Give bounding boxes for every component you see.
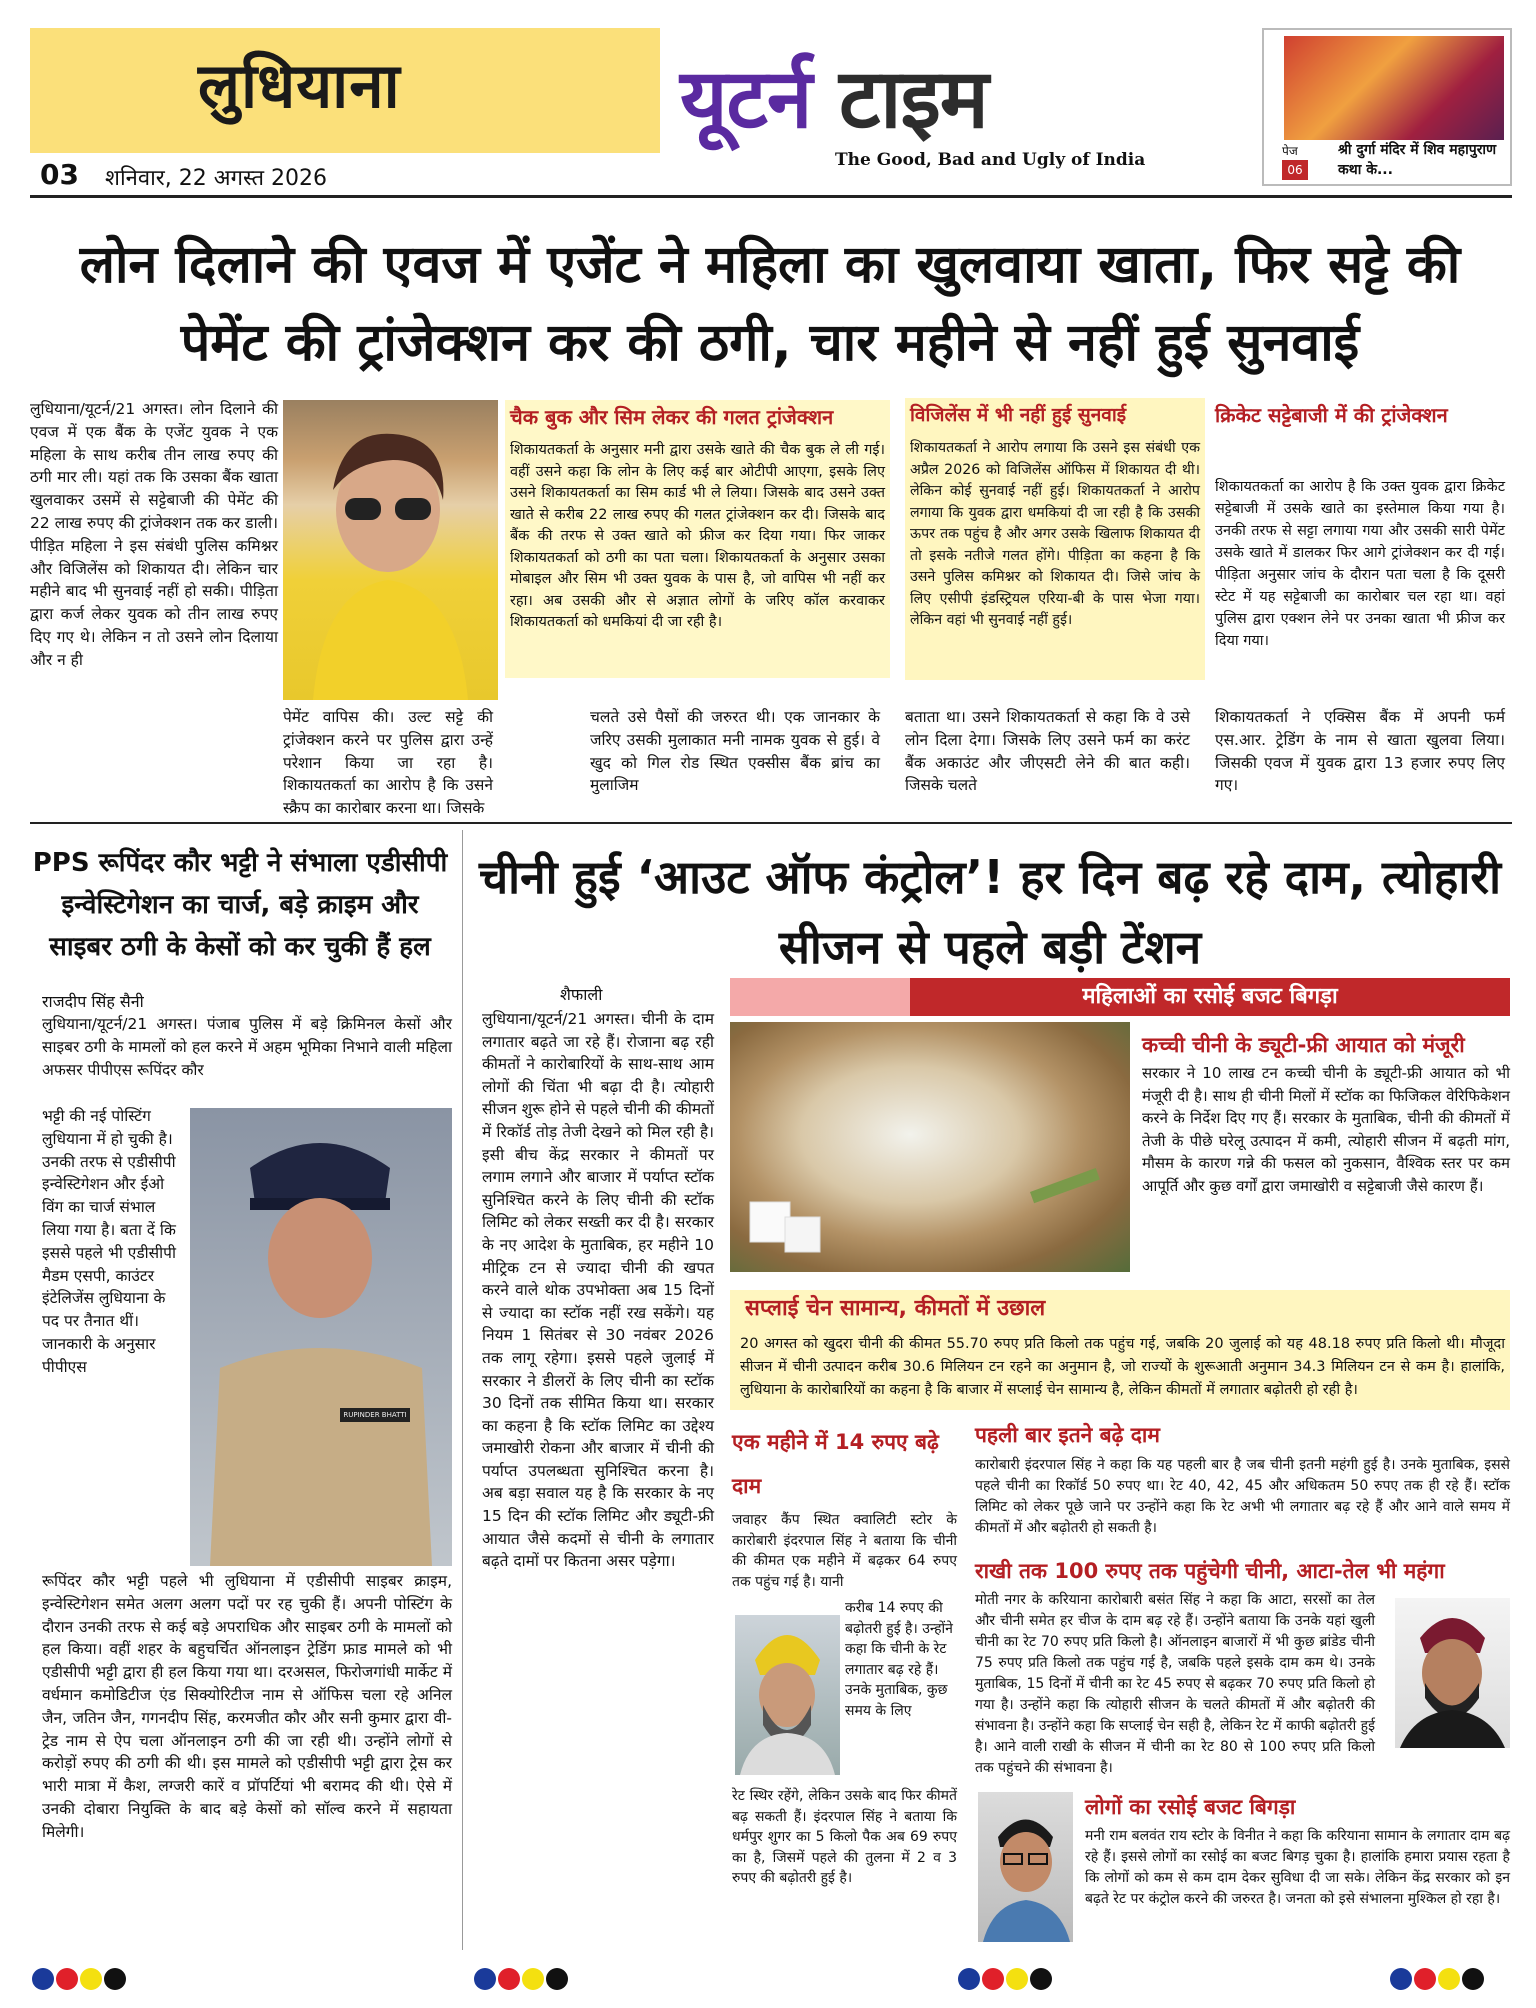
edition-date: शनिवार, 22 अगस्त 2026 — [105, 166, 328, 191]
officer-name-badge: RUPINDER BHATTI — [343, 1411, 407, 1419]
story2-sub3-text-c: रेट स्थिर रहेंगे, लेकिन उसके बाद फिर कीमतें बढ़ सकती हैं। इंदरपाल सिंह ने बताया कि धर्मपुर शुगर का 5 किलो पैक अब 69 रुपए का है, जिसमें पहले की तुलना में 2 व 3 रुपए की बढ़ोतरी हुई है। — [732, 1788, 957, 1886]
man-portrait-icon — [1395, 1598, 1510, 1748]
section-rule — [30, 822, 1512, 824]
man-glasses-icon — [978, 1792, 1073, 1942]
story2-body: लुधियाना/यूटर्न/21 अगस्त। चीनी के दाम लगातार बढ़ते जा रहे हैं। रोजाना बढ़ रही कीमतों ने कारोबारियों के साथ-साथ आम लोगों की चिंता भी बढ़ा दी है। त्योहारी सीजन शुरू होने से पहले चीनी की कीमतों में रिकॉर्ड तोड़ तेजी देखने को मिल रही है। इसी बीच केंद्र सरकार ने कीमतों पर लगाम लगाने और बाजार में पर्याप्त स्टॉक सुनिश्चित करने के लिए चीनी की स्टॉक लिमिट को लेकर सख्ती कर दी है। सरकार के नए आदेश के मुताबिक, हर महीने 10 मीट्रिक टन से ज्यादा चीनी की खपत करने वाले थोक उपभोक्ता अब 15 दिनों से ज्यादा का स्टॉक नहीं रख सकेंगे। यह नियम 1 सितंबर से 30 नवंबर 2026 तक लागू रहेगा। इससे पहले जुलाई में सरकार ने डीलरों के लिए चीनी का स्टॉक 30 दिनों तक सीमित किया था। सरकार का कहना है कि स्टॉक लिमिट का उद्देश्य जमाखोरी रोकना और बाजार में चीनी की पर्याप्त उपलब्धता सुनिश्चित करना है। अब बड़ा सवाल यह है कि सरकार के नए 15 दिन की स्टॉक लिमिट और ड्यूटी-फ्री आयात जैसे कदमों से चीनी के लगातार बढ़ते दामों पर कितना असर पड़ेगा। — [482, 1010, 714, 1571]
footer-dots-1 — [32, 1968, 128, 1994]
story2-byline: शैफाली — [560, 985, 603, 1004]
story2-sub6-head: लोगों का रसोई बजट बिगड़ा — [1085, 1795, 1296, 1819]
story1-headline[interactable]: लोन दिलाने की एवज में एजेंट ने महिला का खुलवाया खाता, फिर सट्टे की पेमेंट की ट्रांजेक्शन कर की ठगी, चार महीने से नहीं हुई सुनवाई — [79, 235, 1461, 373]
promo-caption: श्री दुर्गा मंदिर में शिव महापुराण कथा के... — [1338, 142, 1497, 178]
column-divider — [462, 830, 463, 1950]
story3-intro: लुधियाना/यूटर्न/21 अगस्त। पंजाब पुलिस में बड़े क्रिमिनल केसों और साइबर ठगी के मामलों को हल करने में अहम भूमिका निभाने वाली महिला अफसर पीपीएस रूपिंदर कौर — [42, 1015, 452, 1079]
story1-col1: लुधियाना/यूटर्न/21 अगस्त। लोन दिलाने की एवज में एक बैंक के एजेंट युवक ने एक महिला के साथ करीब तीन लाख रुपए की ठगी मार ली। यहां तक कि उसका बैंक खाता खुलवाकर उसमें से सट्टेबाजी की पेमेंट की 22 लाख रुपए की ट्रांजेक्शन तक कर डाली। पीड़ित महिला ने इस संबंधी पुलिस कमिश्नर और विजिलेंस को शिकायत दी। लेकिन चार महीने बाद भी सुनवाई नहीं हो सकी। पीड़िता द्वारा कर्ज लेकर युवक को तीन लाख रुपए दिए गए थे। लेकिन न तो उसने लोन दिलाया और न ही — [30, 400, 278, 669]
interviewee-photo-1 — [735, 1615, 840, 1775]
footer-dots-2 — [474, 1968, 570, 1994]
sugar-sack-photo — [730, 1022, 1130, 1272]
page-number: 03 — [40, 158, 79, 191]
story2-sub4-text: कारोबारी इंदरपाल सिंह ने कहा कि यह पहली बार है जब चीनी इतनी महंगी हुई है। उनके मुताबिक, इससे पहले चीनी का रिकॉर्ड 50 रुपए था। रेट 40, 42, 45 और अधिकतम 50 रुपए तक ही रहे हैं। स्टॉक लिमिट को लेकर पूछे जाने पर उन्होंने कहा कि रेट अभी भी लगातार बढ़ रहे हैं और आने वाले समय में कीमतों में और बढ़ोतरी हो सकती है। — [975, 1457, 1510, 1536]
story1-box1-head: चैक बुक और सिम लेकर की गलत ट्रांजेक्शन — [510, 405, 834, 429]
story1-col3: चलते उसे पैसों की जरुरत थी। एक जानकार के जरिए उसकी मुलाकात मनी नामक युवक से हुई। वे खुद को गिल रोड स्थित एक्सीस बैंक ब्रांच का मुलाजिम — [590, 708, 880, 795]
interviewee-photo-3 — [978, 1792, 1073, 1942]
story3-byline: राजदीप सिंह सैनी — [42, 992, 144, 1011]
story2-sub5-text: मोती नगर के करियाना कारोबारी बसंत सिंह ने कहा कि आटा, सरसों का तेल और चीनी समेत हर चीज के दाम बढ़ रहे हैं। उन्होंने बताया कि उनके यहां खुली चीनी का रेट 70 रुपए प्रति किलो है। ऑनलाइन बाजारों में भी कुछ ब्रांडेड चीनी 75 रुपए प्रति किलो तक पहुंच गई है, जबकि पहले इसके दाम कम थे। उनके मुताबिक, 15 दिनों में चीनी का रेट 45 रुपए से बढ़कर 70 रुपए प्रति किलो हो गया है। उन्होंने कहा कि त्योहारी सीजन के चलते कीमतों में और बढ़ोतरी की संभावना है। उन्होंने कहा कि सप्लाई चेन सही है, लेकिन रेट में काफी बढ़ोतरी हुई है। आने वाली राखी के सीजन में चीनी का रेट 80 से 100 रुपए प्रति किलो तक पहुंचने की संभावना है। — [975, 1592, 1375, 1776]
story2-sub6-text: मनी राम बलवंत राय स्टोर के विनीत ने कहा कि करियाना सामान के लगातार दाम बढ़ रहे हैं। इससे लोगों का रसोई का बजट बिगड़ चुका है। हालांकि हमारा प्रयास रहता है कि लोगों को कम से कम दाम देकर सुविधा दी जा सके। लेकिन केंद्र सरकार को इन बढ़ते रेट पर कंट्रोल करने की जरुरत है। जनता को इसे संभालना मुश्किल हो रहा है। — [1085, 1828, 1510, 1907]
story1-col4: बताता था। उसने शिकायतकर्ता से कहा कि वे उसे लोन दिला देगा। जिसके लिए उसने फर्म का करंट बैंक अकाउंट और जीएसटी लेने की बात कही। जिसके चलते — [905, 708, 1190, 795]
footer-dots-3 — [958, 1968, 1054, 1994]
brand-part1: यूटर्न — [680, 52, 812, 147]
story3-headline[interactable]: PPS रूपिंदर कौर भट्टी ने संभाला एडीसीपी इन्वेस्टिगेशन का चार्ज, बड़े क्राइम और साइबर ठगी के केसों को कर चुकी हैं हल — [32, 848, 448, 962]
promo-page-label: पेज — [1282, 144, 1298, 158]
story3-narrow: भट्टी की नई पोस्टिंग लुधियाना में हो चुकी है। उनकी तरफ से एडीसीपी इन्वेस्टिगेशन और ईओ विंग का चार्ज संभाल लिया गया है। बता दें कि इससे पहले भी एडीसीपी मैडम एसपी, काउंटर इंटेलिजेंस लुधियाना के पद पर तैनात थीं। जानकारी के अनुसार पीपीएस — [42, 1107, 176, 1376]
story2-sub4-head: पहली बार इतने बढ़े दाम — [975, 1423, 1160, 1447]
story2-headline[interactable]: चीनी हुई ‘आउट ऑफ कंट्रोल’! हर दिन बढ़ रहे दाम, त्योहारी सीजन से पहले बड़ी टेंशन — [478, 850, 1502, 974]
story1-box3-text: शिकायतकर्ता का आरोप है कि उक्त युवक द्वारा क्रिकेट सट्टेबाजी में उसके खाते का इस्तेमाल किया गया है। उनकी तरफ से सट्टा लगाया गया और उसकी सारी पेमेंट उसके खाते में डालकर फिर आगे ट्रांजेक्शन कर दी गई। पीड़िता अनुसार जांच के दौरान पता चला है कि दूसरी स्टेट में यह सट्टेबाजी का कारोबार चल रहा था। वहां पुलिस द्वारा एक्शन लेने पर उनका खाता भी फ्रीज कर दिया गया। — [1215, 479, 1505, 649]
story2-sub1-text: सरकार ने 10 लाख टन कच्ची चीनी के ड्यूटी-फ्री आयात को भी मंजूरी दी है। साथ ही चीनी मिलों में स्टॉक का फिजिकल वेरिफिकेशन करने के निर्देश दिए गए हैं। सरकार के मुताबिक, चीनी की कीमतों में तेजी के पीछे घरेलू उत्पादन में कमी, त्योहारी सीजन में बढ़ती मांग, मौसम के कारण गन्ने की फसल को नुकसान, वैश्विक स्तर पर कम आपूर्ति और कुछ वर्गों द्वारा जमाखोरी व सट्टेबाजी जैसे कारण हैं। — [1142, 1064, 1510, 1195]
promo-image — [1284, 36, 1504, 140]
city-name: लुधियाना — [198, 49, 401, 122]
footer-dots-4 — [1390, 1968, 1486, 1994]
newspaper-logo[interactable] — [680, 40, 988, 152]
tagline: The Good, Bad and Ugly of India — [835, 150, 1146, 170]
story2-sub3-text-a: जवाहर कैंप स्थित क्वालिटी स्टोर के कारोबारी इंदरपाल सिंह ने बताया कि चीनी की कीमत एक महीने में बढ़कर 64 रुपए तक पहुंच गई है। यानी — [732, 1512, 957, 1590]
officer-photo — [190, 1108, 452, 1566]
story3-rest: रूपिंदर कौर भट्टी पहले भी लुधियाना में एडीसीपी साइबर क्राइम, इन्वेस्टिगेशन समेत अलग अलग पदों पर रह चुकी हैं। अपनी पोस्टिंग के दौरान उनकी तरफ से कई बड़े अपराधिक और साइबर ठगी के मामलों को हल किया। वहीं शहर के बहुचर्चित ऑनलाइन ट्रेडिंग फ्राड मामले को भी एडीसीपी भट्टी द्वारा ही हल किया गया था। दरअसल, फिरोजगांधी मार्केट में वर्धमान कमोडिटीज एंड सिक्योरिटीज नाम से ऑफिस चला रहे अनिल जैन, जतिन जैन, गगनदीप सिंह, करमजीत कौर और सनी कुमार द्वारा वी-ट्रेड नाम से ऐप चला ऑनलाइन ठगी की जा रही थी। उन्होंने लोगों से करोड़ों रुपए की ठगी की थी। इस मामले को एडीसीपी भट्टी द्वारा ट्रेस कर भारी मात्रा में कैश, लग्जरी कारें व प्रॉपर्टियां भी बरामद की थी। ऐसे में उनकी दोबारा नियुक्ति के बाद बड़े केसों को सॉल्व करने में सहायता मिलेगी। — [42, 1572, 452, 1841]
sugar-icon — [730, 1022, 1130, 1272]
story2-sub2-head: सप्लाई चेन सामान्य, कीमतों में उछाल — [745, 1296, 1046, 1321]
story1-box2-text: शिकायतकर्ता ने आरोप लगाया कि उसने इस संबंधी एक अप्रैल 2026 को विजिलेंस ऑफिस में शिकायत दी थी। लेकिन कोई सुनवाई नहीं हुई। शिकायतकर्ता ने आरोप लगाया कि युवक द्वारा धमकियां दी जा रही है कि उसकी ऊपर तक पहुंच है और अगर उसके खिलाफ शिकायत दी तो इसके नतीजे गलत होंगे। पीड़िता का कहना है कि उसने पुलिस कमिश्नर को शिकायत दी। जिसे जांच के लिए एसीपी इंडस्ट्रियल एरिया-बी के पास भेजा गया। लेकिन वहां भी सुनवाई नहीं हुई। — [910, 440, 1200, 628]
masthead-rule — [30, 195, 1512, 198]
story1-col5: शिकायतकर्ता ने एक्सिस बैंक में अपनी फर्म एस.आर. ट्रेडिंग के नाम से खाता खुलवा लिया। जिसकी एवज में युवक द्वारा 13 हजार रुपए लिए गए। — [1215, 708, 1505, 795]
story1-box1-text: शिकायतकर्ता के अनुसार मनी द्वारा उसके खाते की चैक बुक ले ली गई। वहीं उसने कहा कि लोन के लिए कई बार ओटीपी आएगा, इसके लिए उसने शिकायतकर्ता का सिम कार्ड भी ले लिया। जिसके बाद उसने उक्त खाते से करीब 22 लाख रुपए की गलत ट्रांजेक्शन कर दी। जिसके बाद बैंक की तरफ से उक्त खाते को फ्रीज कर दिया गया। फिर जाकर शिकायतकर्ता को ठगी का पता चला। शिकायतकर्ता के अनुसार उसका मोबाइल और सिम भी उक्त युवक के पास है, जो वापिस भी नहीं कर रहा। अब उसकी और से अज्ञात लोगों के जरिए कॉल करवाकर शिकायतकर्ता को धमकियां दी जा रही है। — [510, 442, 885, 630]
story1-box2-head: विजिलेंस में भी नहीं हुई सुनवाई — [910, 404, 1127, 426]
banner-lead — [730, 978, 910, 1016]
story2-sub3-head: एक महीने में 14 रुपए बढ़े दाम — [732, 1430, 939, 1498]
police-officer-icon — [190, 1108, 452, 1566]
brand-part2: टाइम — [838, 52, 988, 147]
story2-sub5-head: राखी तक 100 रुपए तक पहुंचेगी चीनी, आटा-तेल भी महंगा — [975, 1559, 1445, 1583]
story2-sub2-text: 20 अगस्त को खुदरा चीनी की कीमत 55.70 रुपए प्रति किलो तक पहुंच गई, जबकि 20 जुलाई को यह 48.18 रुपए प्रति किलो थी। मौजूदा सीजन में चीनी उत्पादन करीब 30.6 मिलियन टन रहने का अनुमान है, जो राज्यों के शुरूआती अनुमान 34.3 मिलियन टन से कम है। हालांकि, लुधियाना के कारोबारियों का कहना है कि बाजार में सप्लाई चेन सामान्य है, लेकिन कीमतों में लगातार बढ़ोतरी हो रही है। — [740, 1336, 1505, 1398]
story2-banner: महिलाओं का रसोई बजट बिगड़ा — [910, 978, 1510, 1016]
man-turban-icon — [735, 1615, 840, 1775]
woman-portrait-icon — [283, 400, 498, 700]
story1-col2: पेमेंट वापिस की। उल्ट सट्टे की ट्रांजेक्शन करने पर पुलिस द्वारा उन्हें परेशान किया जा रहा है। शिकायतकर्ता का आरोप है कि उसने स्क्रैप का कारोबार करना था। जिसके — [283, 708, 493, 818]
victim-photo — [283, 400, 498, 700]
story1-box3-head: क्रिकेट सट्टेबाजी में की ट्रांजेक्शन — [1215, 403, 1448, 427]
story2-sub3-text-b: करीब 14 रुपए की बढ़ोतरी हुई है। उन्होंने कहा कि चीनी के रेट लगातार बढ़ रहे हैं। उनके मुताबिक, कुछ समय के लिए — [845, 1600, 953, 1719]
promo-page-badge: 06 — [1282, 160, 1308, 180]
story2-sub1-head: कच्ची चीनी के ड्यूटी-फ्री आयात को मंजूरी — [1142, 1033, 1465, 1057]
interviewee-photo-2 — [1395, 1598, 1510, 1748]
